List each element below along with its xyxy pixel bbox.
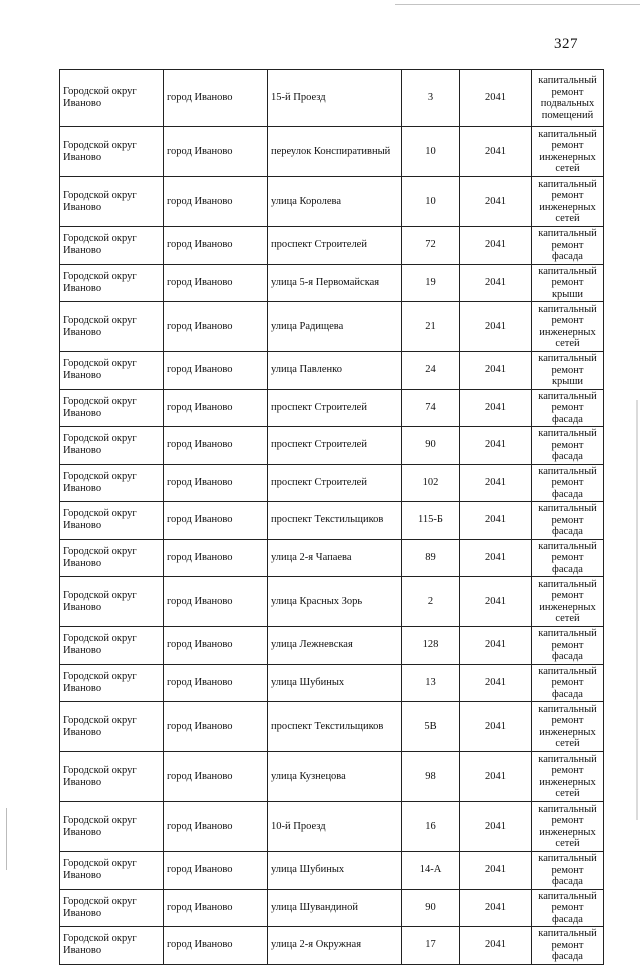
table-row — [60, 664, 604, 702]
street-cell: проспект Строителей — [268, 427, 402, 465]
settlement-cell: город Иваново — [164, 352, 268, 390]
work-type-cell: капитальный ремонт фасада — [532, 389, 604, 427]
settlement-cell: город Иваново — [164, 852, 268, 890]
year-cell: 2041 — [460, 577, 532, 627]
street-cell: улица Шубиных — [268, 852, 402, 890]
municipality-cell: Городской округ Иваново — [60, 627, 164, 665]
table-row — [60, 302, 604, 352]
work-type-cell: капитальный ремонт крыши — [532, 264, 604, 302]
house-number-cell: 90 — [402, 427, 460, 465]
year-cell: 2041 — [460, 389, 532, 427]
work-type-cell: капитальный ремонт фасада — [532, 927, 604, 965]
year-cell: 2041 — [460, 464, 532, 502]
street-cell: улица Павленко — [268, 352, 402, 390]
municipality-cell: Городской округ Иваново — [60, 852, 164, 890]
street-cell: переулок Конспиративный — [268, 127, 402, 177]
table-body — [60, 70, 604, 965]
settlement-cell: город Иваново — [164, 464, 268, 502]
street-cell: проспект Строителей — [268, 227, 402, 265]
house-number-cell: 102 — [402, 464, 460, 502]
table-row — [60, 427, 604, 465]
table-row — [60, 627, 604, 665]
settlement-cell: город Иваново — [164, 264, 268, 302]
table-row — [60, 539, 604, 577]
work-type-cell: капитальный ремонт подвальных помещений — [532, 70, 604, 127]
street-cell: улица Шувандиной — [268, 889, 402, 927]
settlement-cell: город Иваново — [164, 577, 268, 627]
house-number-cell: 16 — [402, 802, 460, 852]
year-cell: 2041 — [460, 70, 532, 127]
municipality-cell: Городской округ Иваново — [60, 702, 164, 752]
year-cell: 2041 — [460, 264, 532, 302]
table-row — [60, 802, 604, 852]
scan-artifact-right-line — [636, 400, 638, 820]
table-row — [60, 927, 604, 965]
work-type-cell: капитальный ремонт инженерных сетей — [532, 702, 604, 752]
year-cell: 2041 — [460, 227, 532, 265]
street-cell: 15-й Проезд — [268, 70, 402, 127]
municipality-cell: Городской округ Иваново — [60, 427, 164, 465]
house-number-cell: 13 — [402, 664, 460, 702]
settlement-cell: город Иваново — [164, 889, 268, 927]
street-cell: проспект Строителей — [268, 389, 402, 427]
house-number-cell: 128 — [402, 627, 460, 665]
settlement-cell: город Иваново — [164, 177, 268, 227]
house-number-cell: 10 — [402, 127, 460, 177]
scan-artifact-left-line — [6, 808, 7, 870]
house-number-cell: 2 — [402, 577, 460, 627]
municipality-cell: Городской округ Иваново — [60, 264, 164, 302]
municipality-cell: Городской округ Иваново — [60, 127, 164, 177]
settlement-cell: город Иваново — [164, 627, 268, 665]
house-number-cell: 89 — [402, 539, 460, 577]
work-type-cell: капитальный ремонт фасада — [532, 464, 604, 502]
table-row — [60, 177, 604, 227]
work-type-cell: капитальный ремонт фасада — [532, 427, 604, 465]
table-row — [60, 702, 604, 752]
street-cell: улица 2-я Чапаева — [268, 539, 402, 577]
municipality-cell: Городской округ Иваново — [60, 664, 164, 702]
table-row — [60, 752, 604, 802]
year-cell: 2041 — [460, 627, 532, 665]
table-row — [60, 464, 604, 502]
year-cell: 2041 — [460, 177, 532, 227]
house-number-cell: 17 — [402, 927, 460, 965]
work-type-cell: капитальный ремонт инженерных сетей — [532, 752, 604, 802]
settlement-cell: город Иваново — [164, 127, 268, 177]
municipality-cell: Городской округ Иваново — [60, 577, 164, 627]
year-cell: 2041 — [460, 539, 532, 577]
settlement-cell: город Иваново — [164, 302, 268, 352]
year-cell: 2041 — [460, 127, 532, 177]
street-cell: улица Королева — [268, 177, 402, 227]
work-type-cell: капитальный ремонт крыши — [532, 352, 604, 390]
municipality-cell: Городской округ Иваново — [60, 502, 164, 540]
municipality-cell: Городской округ Иваново — [60, 752, 164, 802]
table-row — [60, 352, 604, 390]
repair-schedule-table — [59, 69, 604, 965]
street-cell: проспект Строителей — [268, 464, 402, 502]
street-cell: улица Красных Зорь — [268, 577, 402, 627]
scan-artifact-top-line — [395, 4, 640, 5]
municipality-cell: Городской округ Иваново — [60, 70, 164, 127]
street-cell: проспект Текстильщиков — [268, 702, 402, 752]
table-row — [60, 389, 604, 427]
work-type-cell: капитальный ремонт фасада — [532, 627, 604, 665]
year-cell: 2041 — [460, 302, 532, 352]
year-cell: 2041 — [460, 802, 532, 852]
settlement-cell: город Иваново — [164, 702, 268, 752]
work-type-cell: капитальный ремонт инженерных сетей — [532, 302, 604, 352]
work-type-cell: капитальный ремонт инженерных сетей — [532, 802, 604, 852]
street-cell: улица Кузнецова — [268, 752, 402, 802]
table-row — [60, 889, 604, 927]
house-number-cell: 115-Б — [402, 502, 460, 540]
municipality-cell: Городской округ Иваново — [60, 464, 164, 502]
municipality-cell: Городской округ Иваново — [60, 389, 164, 427]
settlement-cell: город Иваново — [164, 227, 268, 265]
table-row — [60, 227, 604, 265]
house-number-cell: 19 — [402, 264, 460, 302]
municipality-cell: Городской округ Иваново — [60, 302, 164, 352]
house-number-cell: 3 — [402, 70, 460, 127]
table-row — [60, 70, 604, 127]
house-number-cell: 98 — [402, 752, 460, 802]
municipality-cell: Городской округ Иваново — [60, 352, 164, 390]
street-cell: улица 5-я Первомайская — [268, 264, 402, 302]
year-cell: 2041 — [460, 427, 532, 465]
year-cell: 2041 — [460, 702, 532, 752]
settlement-cell: город Иваново — [164, 802, 268, 852]
table-row — [60, 852, 604, 890]
work-type-cell: капитальный ремонт фасада — [532, 889, 604, 927]
work-type-cell: капитальный ремонт инженерных сетей — [532, 127, 604, 177]
settlement-cell: город Иваново — [164, 539, 268, 577]
work-type-cell: капитальный ремонт фасада — [532, 227, 604, 265]
year-cell: 2041 — [460, 752, 532, 802]
house-number-cell: 10 — [402, 177, 460, 227]
settlement-cell: город Иваново — [164, 752, 268, 802]
settlement-cell: город Иваново — [164, 70, 268, 127]
work-type-cell: капитальный ремонт фасада — [532, 852, 604, 890]
work-type-cell: капитальный ремонт инженерных сетей — [532, 577, 604, 627]
year-cell: 2041 — [460, 664, 532, 702]
municipality-cell: Городской округ Иваново — [60, 927, 164, 965]
work-type-cell: капитальный ремонт фасада — [532, 502, 604, 540]
table-row — [60, 264, 604, 302]
settlement-cell: город Иваново — [164, 389, 268, 427]
street-cell: проспект Текстильщиков — [268, 502, 402, 540]
street-cell: 10-й Проезд — [268, 802, 402, 852]
work-type-cell: капитальный ремонт фасада — [532, 539, 604, 577]
municipality-cell: Городской округ Иваново — [60, 802, 164, 852]
municipality-cell: Городской округ Иваново — [60, 539, 164, 577]
settlement-cell: город Иваново — [164, 664, 268, 702]
street-cell: улица Лежневская — [268, 627, 402, 665]
house-number-cell: 90 — [402, 889, 460, 927]
municipality-cell: Городской округ Иваново — [60, 889, 164, 927]
house-number-cell: 14-А — [402, 852, 460, 890]
table-row — [60, 502, 604, 540]
municipality-cell: Городской округ Иваново — [60, 227, 164, 265]
house-number-cell: 24 — [402, 352, 460, 390]
street-cell: улица Радищева — [268, 302, 402, 352]
year-cell: 2041 — [460, 927, 532, 965]
work-type-cell: капитальный ремонт инженерных сетей — [532, 177, 604, 227]
house-number-cell: 21 — [402, 302, 460, 352]
settlement-cell: город Иваново — [164, 427, 268, 465]
work-type-cell: капитальный ремонт фасада — [532, 664, 604, 702]
street-cell: улица 2-я Окружная — [268, 927, 402, 965]
year-cell: 2041 — [460, 852, 532, 890]
house-number-cell: 72 — [402, 227, 460, 265]
year-cell: 2041 — [460, 502, 532, 540]
house-number-cell: 5В — [402, 702, 460, 752]
table-row — [60, 577, 604, 627]
page-number: 327 — [554, 36, 578, 52]
year-cell: 2041 — [460, 889, 532, 927]
settlement-cell: город Иваново — [164, 502, 268, 540]
street-cell: улица Шубиных — [268, 664, 402, 702]
municipality-cell: Городской округ Иваново — [60, 177, 164, 227]
year-cell: 2041 — [460, 352, 532, 390]
table-row — [60, 127, 604, 177]
settlement-cell: город Иваново — [164, 927, 268, 965]
house-number-cell: 74 — [402, 389, 460, 427]
